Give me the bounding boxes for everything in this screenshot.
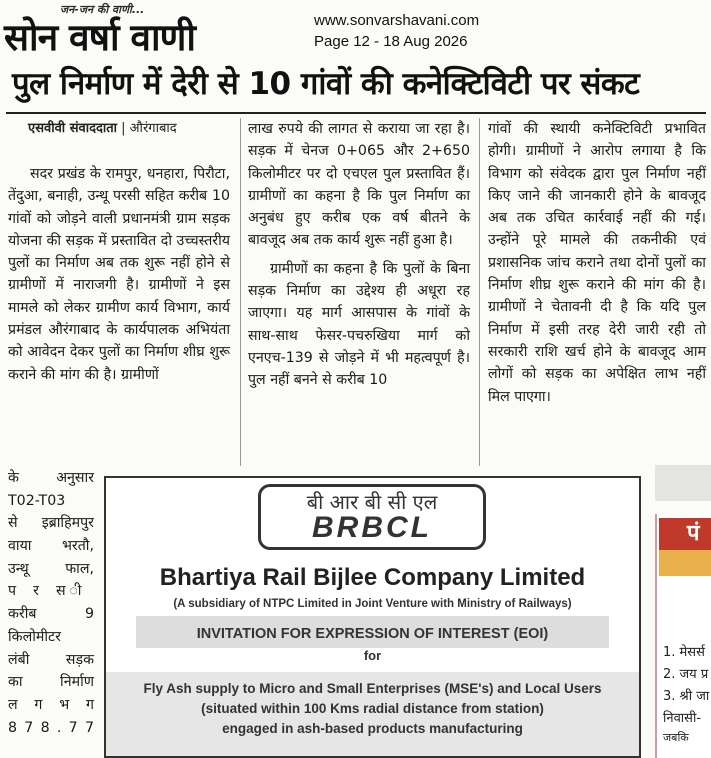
narrow-line: प र स ी [8,583,94,600]
column-2-paragraph-1: लाख रुपये की लागत से कराया जा रहा है। सड़क में चेनज 0+065 और 2+650 किलोमीटर पर दो एचएल पुल प्रस्तावित हैं। ग्रामीणों का कहना है कि पुल निर्माण का अनुबंध हुए करीब एक वर्ष बीतने के बावजूद अब तक कार्य शुरू नहीं हुआ है। [248,121,470,249]
narrow-line: 8 7 8 . 7 7 [8,719,94,736]
column-divider [479,118,480,466]
masthead-title: सोन वर्षा वाणी [4,15,195,59]
company-name: Bhartiya Rail Bijlee Company Limited [159,564,586,591]
side-ad-item: 3. श्री जा [663,689,710,704]
side-ad-item: निवासी- [663,711,702,726]
narrow-line: T02-T03 [8,492,66,509]
side-ad-subheader [659,550,711,576]
article-column-1-narrow [8,467,94,739]
website-url[interactable]: www.sonvarshavani.com [314,12,480,29]
for-label: for [363,648,382,663]
narrow-line: वाया भरतौ, [8,538,94,555]
article-byline [28,118,177,136]
narrow-line: उन्थू फाल, [8,560,94,577]
article-column-1 [8,163,230,386]
logo-english-text: BRBCL [312,511,432,544]
byline-place: | औरंगाबाद [121,121,177,136]
column-2-paragraph-2: ग्रामीणों का कहना है कि पुलों के बिना सड़क निर्माण का उद्देश्य ही अधूरा रह जाएगा। यह मार्ग आसपास के गांवों के साथ-साथ फेसर-पचरुखिया मार्ग को एनएच-139 से जोड़ने में भी महत्वपूर्ण है। पुल नहीं बनने से करीब 10 [248,260,470,389]
logo-hindi-text: बी आर बी सी एल [306,490,438,514]
side-advertisement [655,514,711,758]
supply-line-3: engaged in ash-based products manufacturing [222,721,523,736]
narrow-line: का निर्माण [8,674,94,691]
narrow-line: करीब 9 [8,606,94,623]
column-1-paragraph: सदर प्रखंड के रामपुर, धनहारा, पिरौटा, तेंदुआ, बनाही, उन्थू परसी सहित करीब 10 गांवों को जोड़ने वाली प्रधानमंत्री ग्राम सड़क योजना की सड़क में प्रस्तावित दो उच्चस्तरीय पुलों का निर्माण अब तक शुरू नहीं होने से ग्रामीणों में नाराजगी है। ग्रामीणों ने इस मामले को लेकर ग्रामीण कार्य विभाग, कार्य प्रमंडल औरंगाबाद के कार्यपालक अभियंता को आवेदन देकर पुलों का निर्माण शीघ्र शुरू कराने की मांग की है। ग्रामीणों [8,166,230,383]
headline-divider [6,112,706,114]
column-3-paragraph: गांवों की स्थायी कनेक्टिविटी प्रभावित होगी। ग्रामीणों ने आरोप लगाया है कि विभाग को संवेदक द्वारा पुल निर्माण नहीं किए जाने की जानकारी होने के बावजूद अब तक उचित कार्रवाई नहीं की गई। उन्होंने पूरे मामले की तकनीकी एवं प्रशासनिक जांच कराने तथा दोनों पुलों का निर्माण शीघ्र शुरू कराने की मांग की है। ग्रामीणों ने चेतावनी दी है कि यदि पुल निर्माण में इसी तरह देरी जारी रही तो सरकारी राशि खर्च होने के बावजूद आम लोगों को सड़क का अपेक्षित लाभ नहीं मिल पाएगा। [488,121,706,405]
side-strip [655,465,711,501]
supply-description [106,679,639,739]
brbcl-advertisement [104,476,641,758]
eoi-invitation: INVITATION FOR EXPRESSION OF INTEREST (EOI) [196,626,549,642]
page-info: Page 12 - 18 Aug 2026 [314,33,468,50]
narrow-line: किलोमीटर [8,628,61,645]
side-ad-item: 2. जय प्र [663,667,709,682]
supply-line-2: (situated within 100 Kms radial distance from station) [201,701,544,716]
narrow-line: ल ग भ ग [8,696,94,713]
supply-line-1: Fly Ash supply to Micro and Small Enterprises (MSE's) and Local Users [143,681,602,696]
masthead-tagline: जन-जन की वाणी... [60,3,145,16]
side-ad-header: पं [659,518,711,550]
side-ad-item: जबकि [663,731,689,744]
article-column-2 [248,118,470,392]
article-column-3 [488,118,706,408]
narrow-line: के अनुसार [8,470,94,486]
company-subtitle: (A subsidiary of NTPC Limited in Joint Venture with Ministry of Railways) [173,598,572,610]
side-ad-item: 1. मेसर्स [663,645,705,660]
column-divider [240,118,241,466]
narrow-line: से इब्राहिमपुर [8,515,94,532]
article-headline: पुल निर्माण में देरी से 10 गांवों की कनेक्टिविटी पर संकट [12,66,640,102]
byline-reporter: एसवीवी संवाददाता [28,121,118,136]
narrow-line: लंबी सड़क [8,651,94,668]
brbcl-logo [258,484,486,550]
